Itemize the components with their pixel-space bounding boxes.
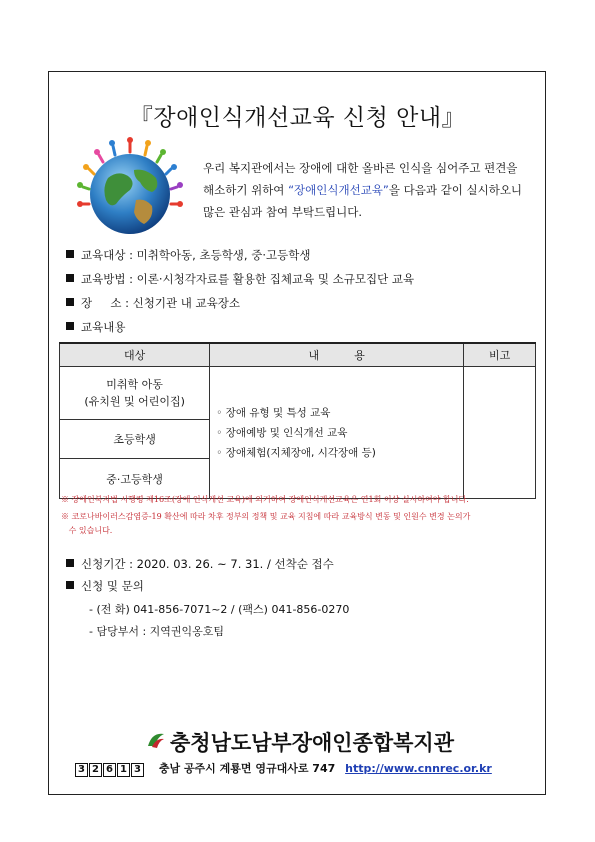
apply-inquiry: [66, 578, 144, 594]
zip-code: [75, 762, 149, 775]
info-method: [66, 271, 414, 287]
apply-inquiry-text: 신청 및 문의: [81, 579, 144, 593]
bullet-square-icon: [66, 274, 74, 282]
zip-digit: 3: [131, 763, 144, 777]
intro-line-2-end: 을 다음과 같이 실시하오니: [388, 183, 523, 197]
contact-department: - 담당부서 : 지역권익옹호팀: [89, 625, 225, 638]
organization-name: 충청남도남부장애인종합복지관: [170, 731, 455, 755]
info-method-text: 교육방법 : 이론·시청각자료를 활용한 집체교육 및 소규모집단 교육: [81, 272, 415, 286]
remarks-cell: [464, 367, 536, 499]
category-preschool-line-1: 미취학 아동: [106, 378, 163, 391]
info-content-text: 교육내용: [81, 320, 126, 334]
note-covid-continued: 수 있습니다.: [61, 526, 113, 535]
intro-line-2: [203, 179, 533, 201]
intro-line-3: 많은 관심과 참여 부탁드립니다.: [203, 205, 363, 219]
info-target-text: 교육대상 : 미취학아동, 초등학생, 중·고등학생: [81, 248, 311, 262]
info-place: [66, 295, 240, 311]
category-preschool-line-2: (유치원 및 어린이집): [84, 395, 185, 408]
zip-digit: 2: [89, 763, 102, 777]
category-secondary: 중·고등학생: [60, 459, 210, 499]
bullet-square-icon: [66, 581, 74, 589]
intro-line-1: 우리 복지관에서는 장애에 대한 올바른 인식을 심어주고 편견을: [203, 161, 518, 175]
content-item: ◦ 장애예방 및 인식개선 교육: [216, 426, 348, 439]
page-title: 『장애인식개선교육 신청 안내』: [129, 105, 466, 131]
intro-line-2-start: 해소하기 위하여: [203, 183, 289, 197]
education-table: [59, 342, 536, 499]
content-item: ◦ 장애체험(지체장애, 시각장애 등): [216, 446, 376, 459]
note-covid: ※ 코로나바이러스감염증-19 확산에 따라 차후 정부의 정책 및 교육 지침에 따라 교육방식 변동 및 인원수 변경 논의가: [61, 512, 471, 521]
header-remarks: 비고: [464, 343, 536, 367]
apply-period: [66, 556, 334, 572]
category-elementary: 초등학생: [60, 420, 210, 459]
footer-address: [75, 760, 492, 777]
info-target: [66, 247, 310, 263]
contact-phone: - (전 화) 041-856-7071~2 / (팩스) 041-856-0270: [89, 603, 350, 616]
content-cell: [210, 367, 464, 499]
website-link[interactable]: http://www.cnnrec.or.kr: [345, 762, 492, 775]
bullet-square-icon: [66, 298, 74, 306]
bullet-square-icon: [66, 250, 74, 258]
globe-people-image: [70, 130, 190, 250]
apply-period-text: 신청기간 : 2020. 03. 26. ~ 7. 31. / 선착순 접수: [81, 557, 334, 571]
intro-paragraph: [203, 157, 533, 223]
zip-digit: 6: [103, 763, 116, 777]
program-name-highlight: “장애인식개선교육”: [288, 183, 389, 197]
category-preschool: [60, 367, 210, 420]
header-target: 대상: [60, 343, 210, 367]
address-text: 충남 공주시 계룡면 영규대사로 747: [158, 762, 336, 775]
bullet-square-icon: [66, 559, 74, 567]
info-place-text: 장 소 : 신청기관 내 교육장소: [81, 296, 240, 310]
content-item: ◦ 장애 유형 및 특성 교육: [216, 406, 331, 419]
organization-logo-icon: [145, 728, 167, 750]
table-header-row: [60, 343, 536, 367]
note-law: ※ 장애인복지법 시행령 제16조(장애 인식개선 교육)에 의거하여 장애인식개선교육은 연1회 이상 실시하여야 합니다.: [61, 495, 469, 504]
info-content-heading: [66, 319, 125, 335]
table-row: [60, 367, 536, 420]
header-content: 내 용: [210, 343, 464, 367]
zip-digit: 3: [75, 763, 88, 777]
bullet-square-icon: [66, 322, 74, 330]
zip-digit: 1: [117, 763, 130, 777]
